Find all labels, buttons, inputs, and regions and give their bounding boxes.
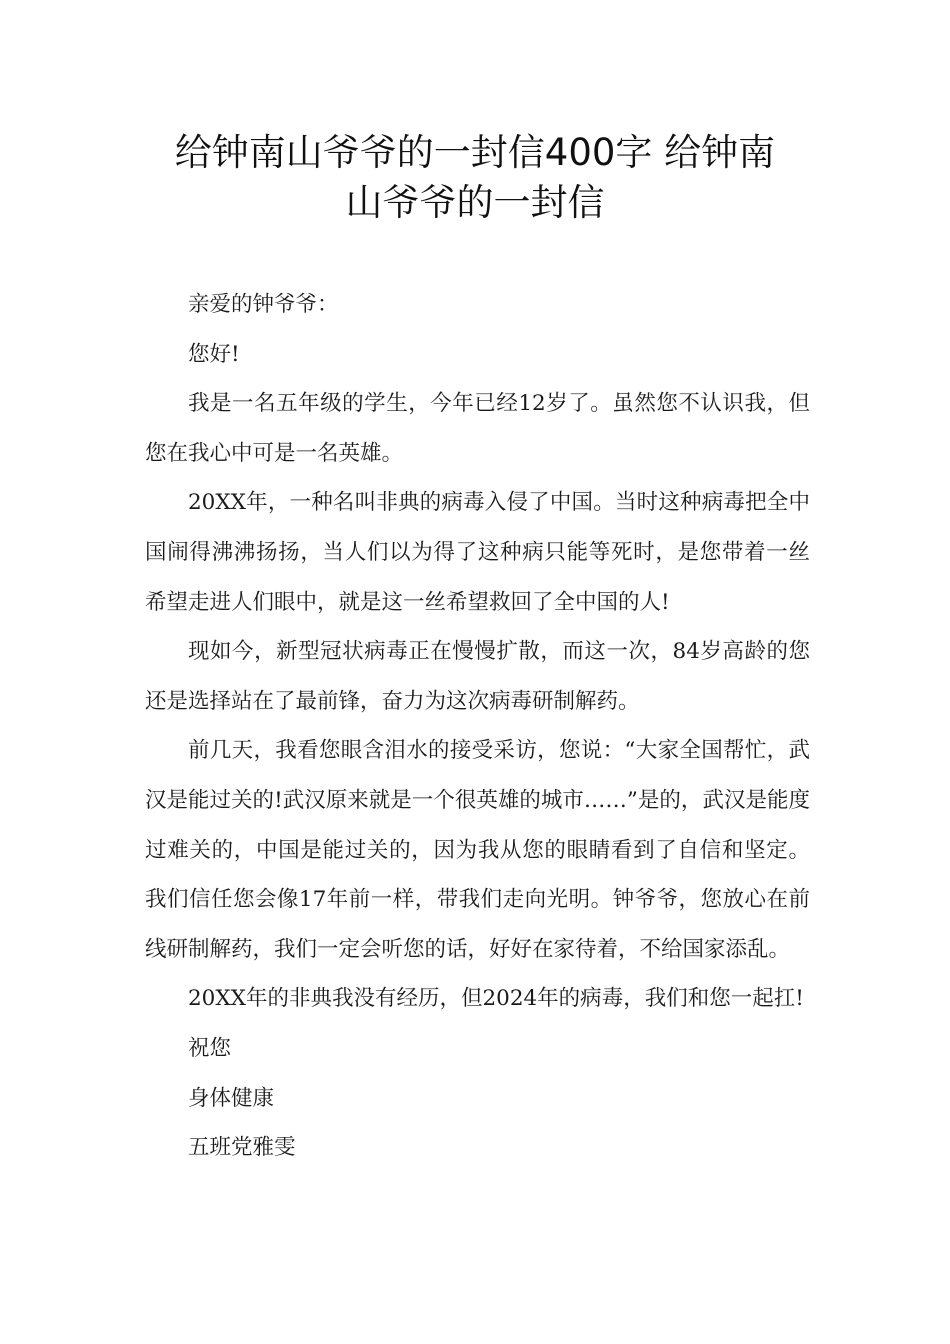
paragraph: 我是一名五年级的学生，今年已经12岁了。虽然您不认识我，但您在我心中可是一名英雄。 [145,391,810,466]
closing-wish-detail: 身体健康 [188,1085,275,1111]
paragraph: 前几天，我看您眼含泪水的接受采访，您说：“大家全国帮忙，武汉是能过关的!武汉原来就是一个很英雄的城市……”是的，武汉是能度过难关的，中国是能过关的，因为我从您的眼睛看到了自信和坚定。我们信任您会像17年前一样，带我们走向光明。钟爷爷，您放心在前线研制解药，我们一定会听您的话，好好在家待着，不给国家添乱。 [145,738,810,962]
closing-wish: 祝您 [188,1035,232,1061]
page-title [100,128,850,228]
paragraph: 20XX年的非典我没有经历，但2024年的病毒，我们和您一起扛! [188,986,804,1012]
signature: 五班党雅雯 [188,1135,296,1161]
paragraph: 现如今，新型冠状病毒正在慢慢扩散，而这一次，84岁高龄的您还是选择站在了最前锋，奋力为这次病毒研制解药。 [145,639,810,714]
greeting: 您好! [188,341,240,367]
paragraph: 20XX年，一种名叫非典的病毒入侵了中国。当时这种病毒把全中国闹得沸沸扬扬，当人们以为得了这种病只能等死时，是您带着一丝希望走进人们眼中，就是这一丝希望救回了全中国的人! [145,490,810,615]
salutation: 亲爱的钟爷爷： [188,292,339,317]
letter-body [145,280,810,1173]
title-line-2: 山爷爷的一封信 [345,181,605,224]
title-line-1: 给钟南山爷爷的一封信400字 给钟南 [174,131,776,174]
